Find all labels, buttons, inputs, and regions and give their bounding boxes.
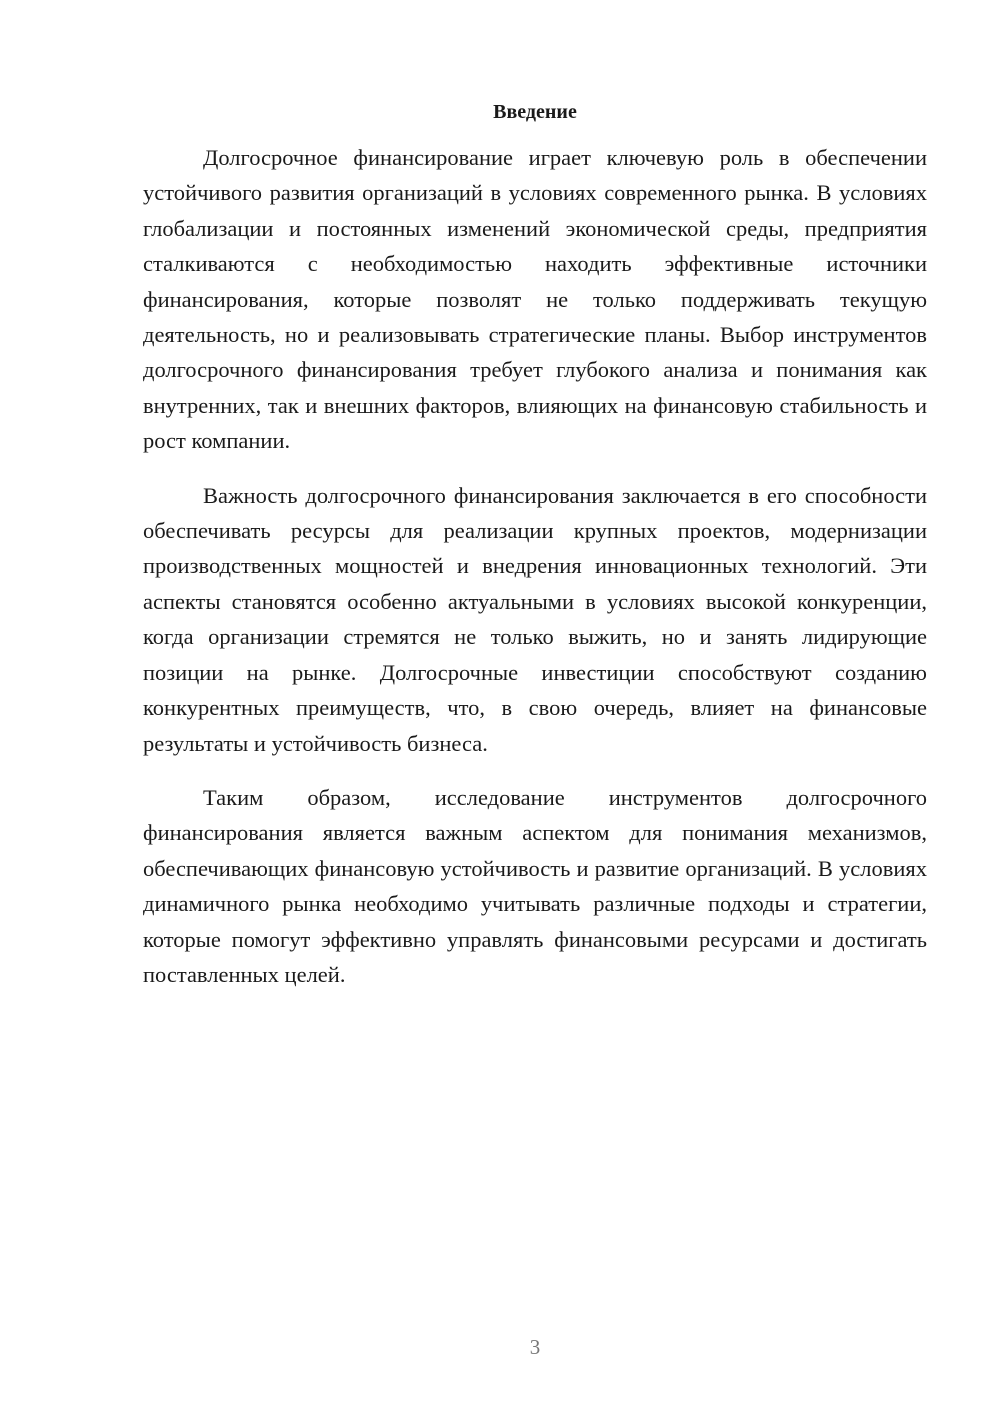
paragraph-1: Долгосрочное финансирование играет ключевую роль в обеспечении устойчивого развития организаций в условиях современного рынка. В условиях глобализации и постоянных изменений экономической среды, предприятия сталкиваются с необходимостью находить эффективные источники финансирования, которые позволят не только поддерживать текущую деятельность, но и реализовывать стратегические планы. Выбор инструментов долгосрочного финансирования требует глубокого анализа и понимания как внутренних, так и внешних факторов, влияющих на финансовую стабильность и рост компании. (143, 145, 927, 454)
page-title: Введение (493, 101, 577, 123)
document-body (143, 140, 927, 1011)
paragraph-3: Таким образом, исследование инструментов долгосрочного финансирования является важным аспектом для понимания механизмов, обеспечивающих финансовую устойчивость и развитие организаций. В условиях динамичного рынка необходимо учитывать различные подходы и стратегии, которые помогут эффективно управлять финансовыми ресурсами и достигать поставленных целей. (143, 784, 927, 987)
page-number: 3 (529, 1335, 541, 1359)
paragraph-2: Важность долгосрочного финансирования заключается в его способности обеспечивать ресурсы для реализации крупных проектов, модернизации производственных мощностей и внедрения инновационных технологий. Эти аспекты становятся особенно актуальными в условиях высокой конкуренции, когда организации стремятся не только выжить, но и занять лидирующие позиции на рынке. Долгосрочные инвестиции способствуют созданию конкурентных преимуществ, что, в свою очередь, влияет на финансовые результаты и устойчивость бизнеса. (143, 482, 927, 756)
